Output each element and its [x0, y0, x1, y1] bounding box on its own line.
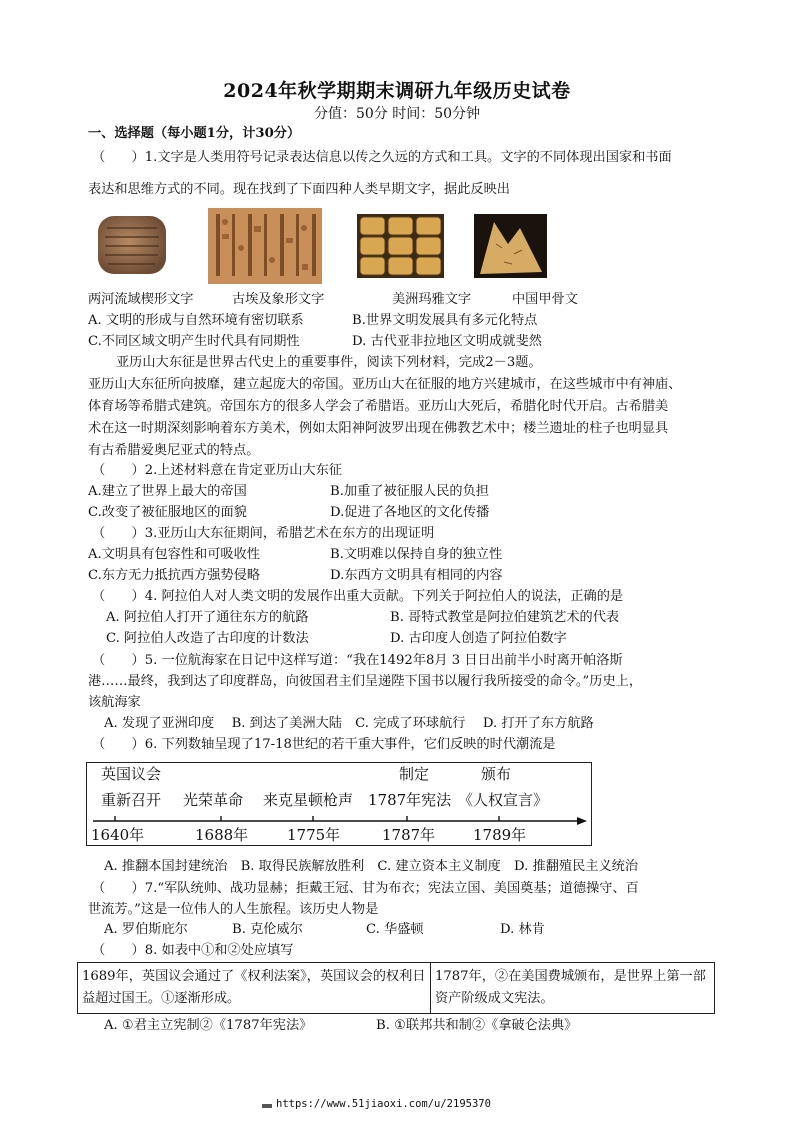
q4-option-a: A. 阿拉伯人打开了通往东方的航路	[106, 610, 309, 625]
q1-option-c: C.不同区域文明产生时代具有同期性	[88, 334, 300, 349]
passage-intro: 亚历山大东征是世界古代史上的重要事件，阅读下列材料，完成2－3题。	[116, 355, 542, 370]
q7-option-a: A. 罗伯斯庇尔	[104, 922, 188, 937]
q4-option-c: C. 阿拉伯人改造了古印度的计数法	[106, 631, 309, 646]
q1-line2: 表达和思维方式的不同。现在找到了下面四种人类早期文字，据此反映出	[88, 182, 510, 197]
timeline-event-4: 1787年宪法	[368, 791, 452, 809]
q3-stem: （ ）3.亚历山大东征期间，希腊艺术在东方的出现证明	[92, 526, 435, 541]
timeline-top-label-promulgate: 颁布	[481, 765, 512, 783]
maya-glyph-image	[357, 214, 444, 278]
timeline-year-2: 1688年	[195, 826, 249, 844]
q2-option-b: B.加重了被征服人民的负担	[330, 484, 489, 499]
timeline-event-3: 来克星顿枪声	[263, 791, 354, 809]
page-title: 2024年秋学期期末调研九年级历史试卷	[223, 80, 571, 102]
q8-table	[77, 962, 715, 1014]
q2-stem: （ ）2.上述材料意在肯定亚历山大东征	[92, 463, 342, 478]
timeline-event-1: 重新召开	[101, 791, 162, 809]
q2-option-d: D.促进了各地区的文化传播	[330, 505, 490, 520]
q4-stem: （ ）4. 阿拉伯人对人类文明的发展作出重大贡献。下列关于阿拉伯人的说法，正确的是	[92, 589, 624, 604]
q1-line1: （ ）1.文字是人类用符号记录表达信息以传之久远的方式和工具。文字的不同体现出国家和书面	[92, 150, 672, 165]
q4-option-b: B. 哥特式教堂是阿拉伯建筑艺术的代表	[390, 610, 620, 625]
q1-option-b: B.世界文明发展具有多元化特点	[352, 313, 538, 328]
q8-option-a: A. ①君主立宪制②《1787年宪法》	[104, 1018, 313, 1033]
q1-option-d: D. 古代亚非拉地区文明成就斐然	[352, 334, 542, 349]
q7-line2: 世流芳。”这是一位伟人的人生旅程。该历史人物是	[88, 902, 379, 917]
footer-logo-icon	[262, 1104, 272, 1108]
caption-hieroglyph: 古埃及象形文字	[232, 292, 325, 307]
q2-option-c: C.改变了被征服地区的面貌	[88, 505, 247, 520]
timeline-year-1: 1640年	[91, 826, 145, 844]
timeline-top-label-parliament: 英国议会	[101, 765, 162, 783]
q3-option-d: D.东西方文明具有相同的内容	[330, 568, 503, 583]
q8-cell-left: 1689年，英国议会通过了《权利法案》，英国议会的权利日益超过国王。①逐渐形成。	[78, 963, 431, 1014]
caption-maya: 美洲玛雅文字	[392, 292, 472, 307]
egyptian-hieroglyph-image	[208, 208, 322, 284]
passage-line-4: 有古希腊爱奥尼亚式的特点。	[88, 443, 260, 458]
q4-option-d: D. 古印度人创造了阿拉伯数字	[390, 631, 567, 646]
q3-option-a: A.文明具有包容性和可吸收性	[88, 547, 260, 562]
timeline-year-5: 1789年	[473, 826, 527, 844]
oracle-bone-image	[474, 214, 547, 278]
timeline-event-5: 《人权宣言》	[458, 791, 549, 809]
q6-stem: （ ）6. 下列数轴呈现了17-18世纪的若干重大事件，它们反映的时代潮流是	[92, 737, 556, 752]
footer-url[interactable]: https://www.51jiaoxi.com/u/2195370	[276, 1098, 491, 1110]
caption-oracle-bone: 中国甲骨文	[512, 292, 578, 307]
q7-line1: （ ）7.“军队统帅、战功显赫；拒戴王冠、甘为布衣；宪法立国、美国奠基；道德操守、百	[92, 881, 639, 896]
q7-option-d: D. 林肯	[500, 922, 545, 937]
timeline-year-3: 1775年	[287, 826, 341, 844]
caption-cuneiform: 两河流域楔形文字	[88, 292, 194, 307]
page-subtitle: 分值：50分 时间：50分钟	[313, 106, 481, 122]
q7-option-c: C. 华盛顿	[366, 922, 424, 937]
timeline-event-2: 光荣革命	[183, 791, 244, 809]
q8-cell-right: 1787年，②在美国费城颁布，是世界上第一部资产阶级成文宪法。	[431, 963, 715, 1014]
timeline-year-4: 1787年	[382, 826, 436, 844]
q7-option-b: B. 克伦威尔	[232, 922, 303, 937]
q3-option-c: C.东方无力抵抗西方强势侵略	[88, 568, 261, 583]
q3-option-b: B.文明难以保持自身的独立性	[330, 547, 503, 562]
q5-line3: 该航海家	[88, 695, 141, 710]
q8-stem: （ ）8. 如表中①和②处应填写	[92, 943, 294, 958]
q5-options: A. 发现了亚洲印度 B. 到达了美洲大陆 C. 完成了环球航行 D. 打开了东方航路	[104, 716, 594, 731]
passage-line-3: 术在这一时期深刻影响着东方美术，例如太阳神阿波罗出现在佛教艺术中；楼兰遗址的柱子也明显具	[88, 421, 669, 436]
q1-option-a: A. 文明的形成与自然环境有密切联系	[88, 313, 304, 328]
q2-option-a: A.建立了世界上最大的帝国	[88, 484, 247, 499]
q6-options: A. 推翻本国封建统治 B. 取得民族解放胜利 C. 建立资本主义制度 D. 推翻殖民主义统治	[104, 859, 639, 874]
passage-line-2: 体育场等希腊式建筑。帝国东方的很多人学会了希腊语。亚历山大死后，希腊化时代开启。古希腊美	[88, 399, 669, 414]
passage-line-1: 亚历山大东征所向披靡，建立起庞大的帝国。亚历山大在征服的地方兴建城市，在这些城市中有神庙、	[88, 377, 682, 392]
timeline-box	[86, 762, 592, 846]
q8-option-b: B. ①联邦共和制②《拿破仑法典》	[376, 1018, 578, 1033]
cuneiform-tablet-image	[95, 213, 170, 278]
timeline-top-label-enact: 制定	[399, 765, 430, 783]
q5-line2: 港……最终，我到达了印度群岛，向彼国君主们呈递陛下国书以履行我所接受的命令。”历史上，	[88, 674, 643, 689]
section-heading: 一、选择题（每小题1分，计30分）	[88, 126, 301, 141]
q5-line1: （ ）5. 一位航海家在日记中这样写道：“我在1492年8月 3 日日出前半小时离开帕洛斯	[92, 653, 623, 668]
